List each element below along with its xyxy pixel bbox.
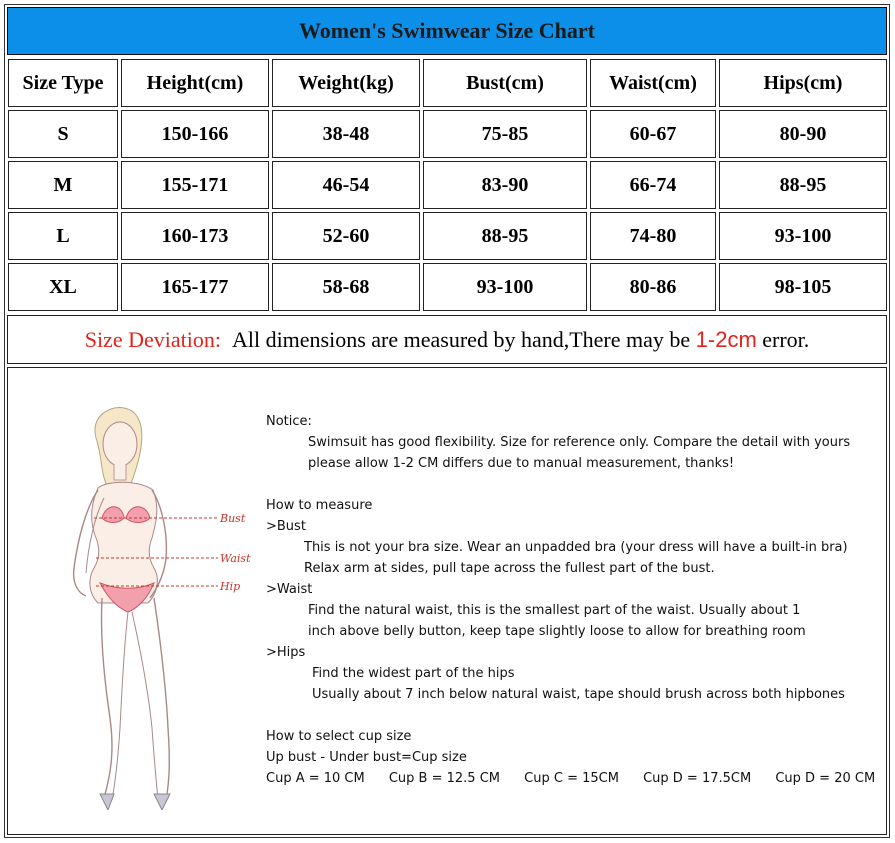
hips-instruction: Find the widest part of the hips (312, 666, 515, 681)
bust-instruction: Relax arm at sides, pull tape across the fullest part of the bust. (304, 561, 715, 576)
size-deviation-note (7, 315, 887, 364)
cell-height: 150-166 (121, 110, 269, 158)
cell-hips: 80-90 (719, 110, 887, 158)
table-row (8, 161, 887, 209)
measurement-notes (266, 411, 875, 789)
cell-weight: 52-60 (272, 212, 420, 260)
cell-bust: 75-85 (423, 110, 587, 158)
deviation-range: 1-2cm (695, 326, 757, 352)
cup-size-item: Cup A = 10 CM (266, 771, 365, 786)
waist-instruction: Find the natural waist, this is the smallest part of the waist. Usually about 1 (308, 603, 801, 618)
bust-label: Bust (220, 512, 246, 525)
cup-size-title: How to select cup size (266, 729, 412, 744)
waist-title: >Waist (266, 582, 313, 597)
cell-height: 160-173 (121, 212, 269, 260)
notice-line: Swimsuit has good flexibility. Size for reference only. Compare the detail with yours (308, 435, 851, 450)
cell-bust: 93-100 (423, 263, 587, 311)
header-hips: Hips(cm) (719, 59, 887, 107)
header-size-type: Size Type (8, 59, 118, 107)
waist-label: Waist (220, 552, 251, 565)
cup-size-item: Cup B = 12.5 CM (388, 771, 501, 786)
cell-size: S (8, 110, 118, 158)
hips-instruction: Usually about 7 inch below natural waist, tape should brush across both hipbones (312, 687, 845, 702)
cell-hips: 88-95 (719, 161, 887, 209)
bust-title: >Bust (266, 519, 306, 534)
header-bust: Bust(cm) (423, 59, 587, 107)
notice-line: please allow 1-2 CM differs due to manual measurement, thanks! (308, 456, 735, 471)
cell-bust: 88-95 (423, 212, 587, 260)
cell-waist: 66-74 (590, 161, 716, 209)
body-figure-illustration (48, 398, 258, 810)
header-weight: Weight(kg) (272, 59, 420, 107)
cup-size-list (266, 768, 875, 789)
hip-label: Hip (220, 580, 241, 593)
hips-title: >Hips (266, 645, 306, 660)
cell-hips: 98-105 (719, 263, 887, 311)
chart-title (7, 7, 887, 55)
cell-bust: 83-90 (423, 161, 587, 209)
cell-size: XL (8, 263, 118, 311)
cell-size: L (8, 212, 118, 260)
deviation-text-before: All dimensions are measured by hand,There may be (231, 326, 691, 352)
bust-instruction: This is not your bra size. Wear an unpadded bra (your dress will have a built-in bra) (304, 540, 848, 555)
cup-size-item: Cup D = 17.5CM (643, 771, 752, 786)
cell-weight: 58-68 (272, 263, 420, 311)
cell-size: M (8, 161, 118, 209)
cell-weight: 38-48 (272, 110, 420, 158)
cell-height: 155-171 (121, 161, 269, 209)
cup-size-item: Cup D = 20 CM (775, 771, 876, 786)
notice-title: Notice: (266, 414, 312, 429)
waist-instruction: inch above belly button, keep tape slightly loose to allow for breathing room (308, 624, 806, 639)
chart-title-text: Women's Swimwear Size Chart (299, 18, 595, 43)
cell-height: 165-177 (121, 263, 269, 311)
header-waist: Waist(cm) (590, 59, 716, 107)
table-row (8, 110, 887, 158)
size-table (5, 56, 890, 314)
table-header-row (8, 59, 887, 107)
table-row (8, 212, 887, 260)
table-row (8, 263, 887, 311)
cup-size-item: Cup C = 15CM (524, 771, 619, 786)
cup-size-formula: Up bust - Under bust=Cup size (266, 750, 467, 765)
cell-hips: 93-100 (719, 212, 887, 260)
measure-guide-box (7, 367, 887, 835)
cell-weight: 46-54 (272, 161, 420, 209)
cell-waist: 74-80 (590, 212, 716, 260)
deviation-label: Size Deviation: (84, 326, 221, 352)
cell-waist: 80-86 (590, 263, 716, 311)
deviation-text-after: error. (762, 326, 810, 352)
header-height: Height(cm) (121, 59, 269, 107)
cell-waist: 60-67 (590, 110, 716, 158)
how-to-measure-title: How to measure (266, 498, 373, 513)
